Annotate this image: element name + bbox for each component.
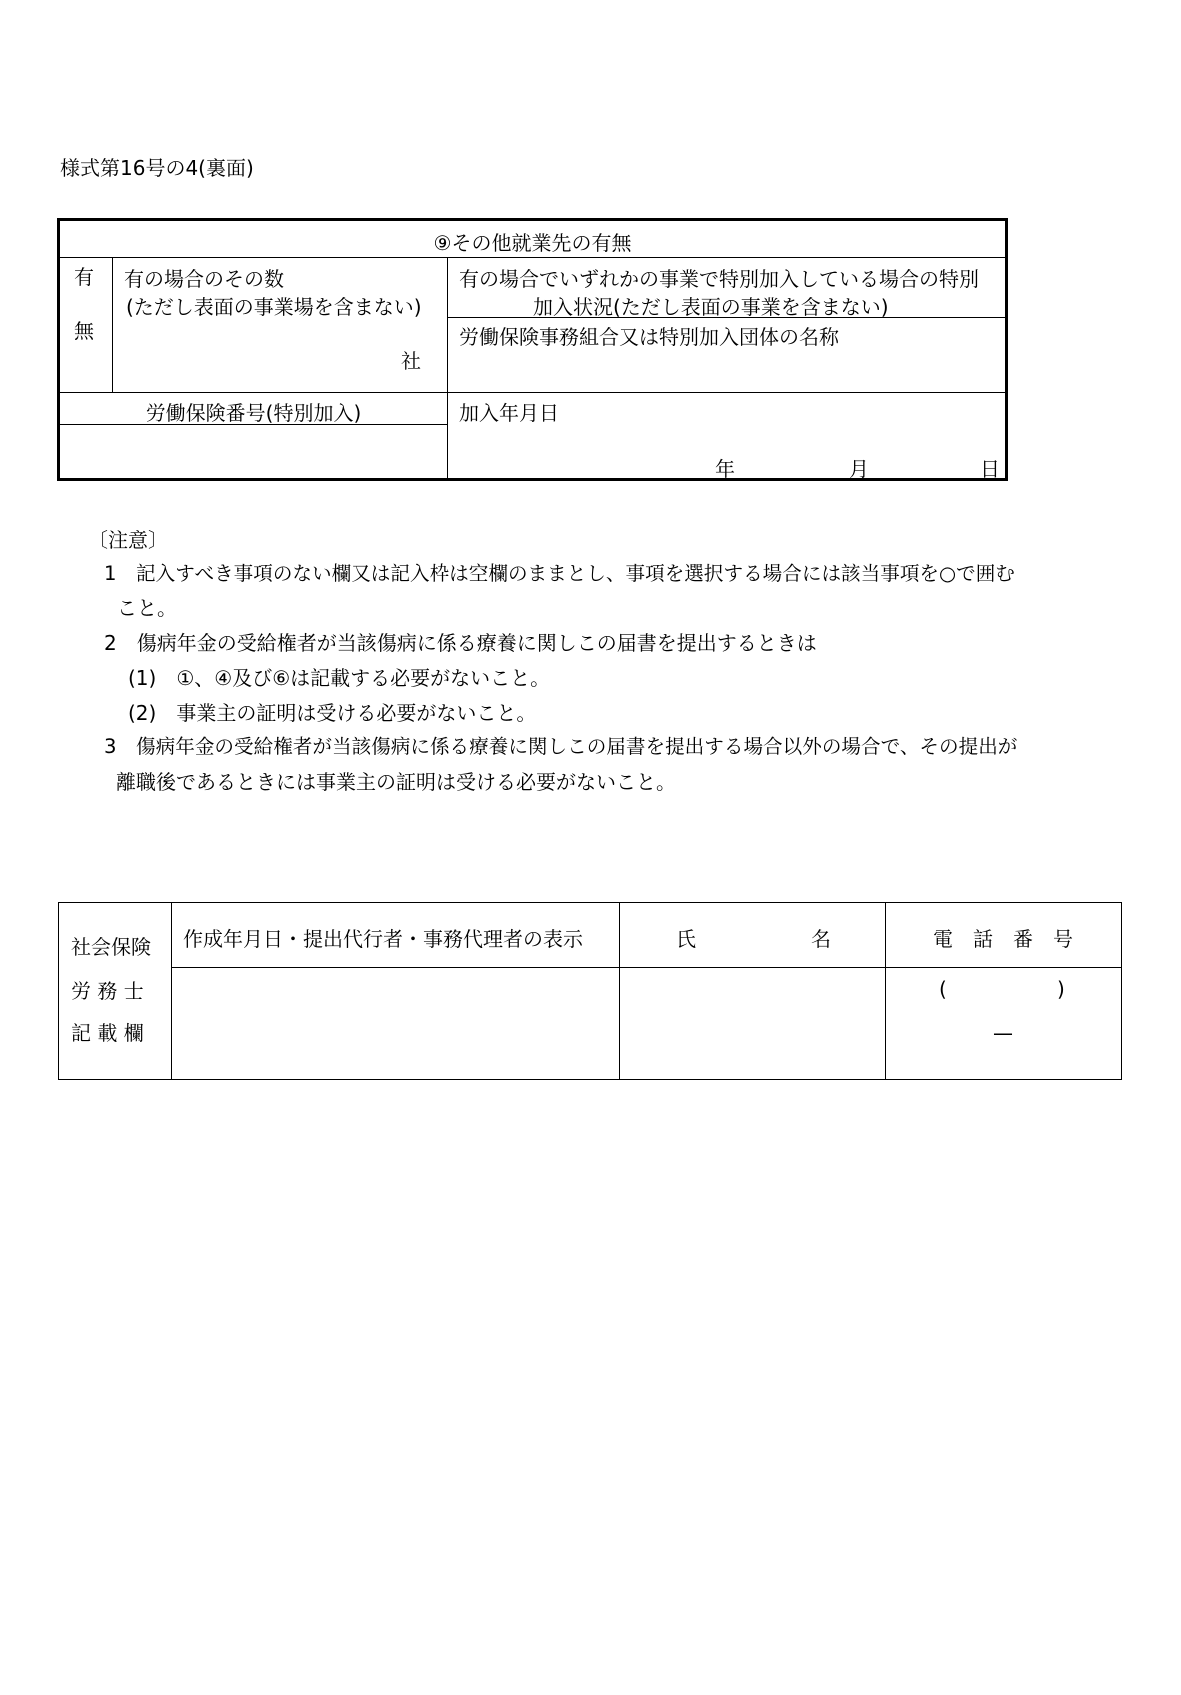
divider: [171, 967, 1121, 968]
notes-heading: 〔注意〕: [88, 528, 168, 552]
special-status-note: 加入状況(ただし表面の事業を含まない): [533, 295, 889, 319]
org-name-label: 労働保険事務組合又は特別加入団体の名称: [459, 325, 839, 349]
note-item-2-sub-1: (1) ①、④及び⑥は記載する必要がないこと。: [128, 666, 551, 690]
year-label: 年: [715, 457, 735, 481]
special-status-label: 有の場合でいずれかの事業で特別加入している場合の特別: [459, 267, 979, 291]
note-item-1: 1 記入すべき事項のない欄又は記入枠は空欄のままとし、事項を選択する場合には該当事項を○で囲む: [104, 562, 1015, 585]
note-item-2: 2 傷病年金の受給権者が当該傷病に係る療養に関しこの届書を提出するときは: [104, 631, 817, 655]
col-header-name-left: 氏: [676, 927, 696, 951]
note-item-1-cont: こと。: [117, 596, 177, 620]
no-option[interactable]: 無: [74, 319, 94, 343]
divider: [112, 257, 113, 392]
count-note: (ただし表面の事業場を含まない): [126, 295, 422, 319]
other-employment-table: [57, 218, 1008, 481]
note-item-3: 3 傷病年金の受給権者が当該傷病に係る療養に関しこの届書を提出する場合以外の場合で、その提出が: [104, 735, 1018, 758]
name-field[interactable]: [625, 973, 879, 1073]
section-heading: ⑨その他就業先の有無: [433, 231, 632, 255]
note-item-2-sub-2: (2) 事業主の証明は受ける必要がないこと。: [128, 701, 537, 725]
sharoushi-side-label-2: 労 務 士: [71, 979, 144, 1003]
divider: [60, 257, 1005, 258]
form-title: 様式第16号の4(裏面): [60, 156, 254, 180]
day-label: 日: [980, 457, 1000, 481]
phone-dash: —: [993, 1021, 1013, 1045]
col-header-name-right: 名: [811, 927, 831, 951]
insurance-number-label: 労働保険番号(特別加入): [145, 401, 362, 425]
join-date-label: 加入年月日: [459, 401, 559, 425]
sharoushi-side-label-3: 記 載 欄: [71, 1021, 144, 1045]
sharoushi-table: [58, 902, 1122, 1080]
sharoushi-side-label-1: 社会保険: [71, 935, 151, 959]
divider: [60, 392, 1005, 393]
divider: [447, 257, 448, 478]
phone-paren-close: ): [1057, 977, 1065, 1001]
note-item-3-cont: 離職後であるときには事業主の証明は受ける必要がないこと。: [116, 770, 676, 794]
count-label: 有の場合のその数: [124, 267, 284, 291]
count-unit: 社: [401, 349, 421, 373]
divider: [619, 903, 620, 1079]
divider: [171, 903, 172, 1079]
col-header-phone: 電 話 番 号: [933, 927, 1073, 951]
phone-paren-open: (: [939, 977, 947, 1001]
representation-field[interactable]: [177, 973, 613, 1073]
yes-option[interactable]: 有: [74, 265, 94, 289]
month-label: 月: [849, 457, 869, 481]
col-header-representation: 作成年月日・提出代行者・事務代理者の表示: [183, 927, 583, 951]
